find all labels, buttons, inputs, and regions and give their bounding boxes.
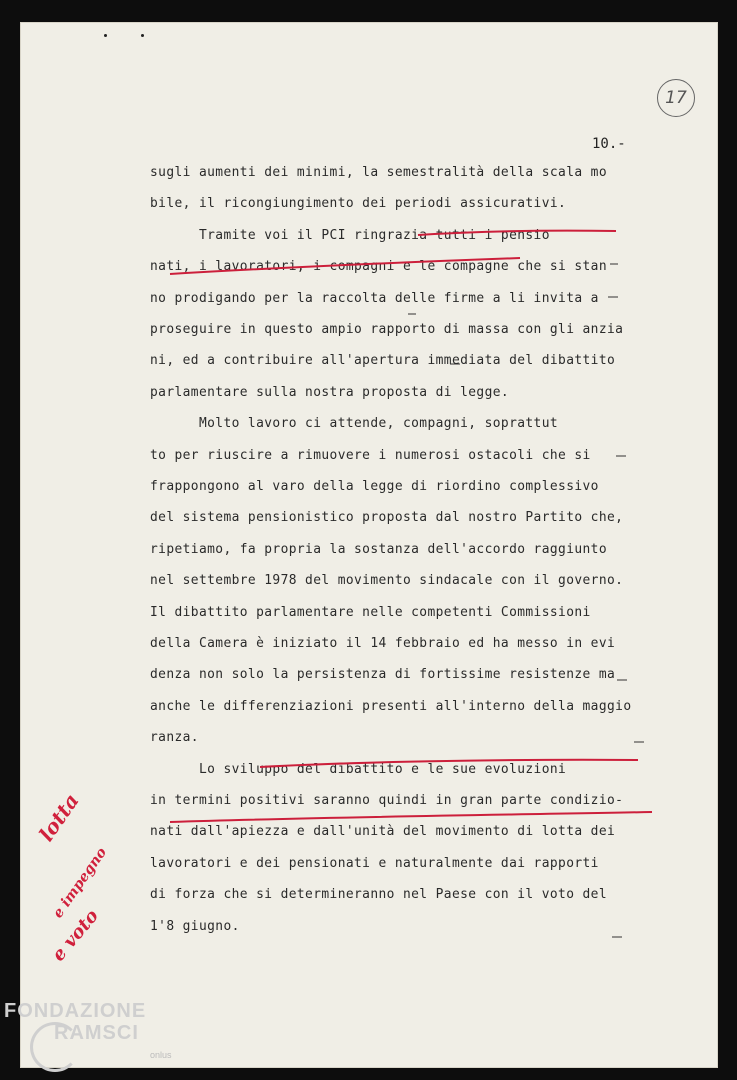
fondazione-gramsci-logo <box>4 1000 184 1072</box>
text-line: ranza. <box>150 730 199 746</box>
text-line: nati, i lavoratori, i compagni e le compagne che si stan <box>150 259 608 275</box>
margin-note-line-3: e voto <box>48 905 103 966</box>
text-line: anche le differenziazioni presenti all'interno della maggio <box>150 698 632 714</box>
text-line: nati dall'apiezza e dall'unità del movimento di lotta dei <box>150 824 616 840</box>
text-line: Tramite voi il PCI ringrazia tutti i pensio <box>150 227 550 243</box>
text-line: della Camera è iniziato il 14 febbraio ed ha messo in evi <box>150 636 616 651</box>
text-line: proseguire in questo ampio rapporto di massa con gli anzia <box>150 322 624 337</box>
logo-text-line-1: FONDAZIONE <box>4 1000 147 1022</box>
text-line: Lo sviluppo del dibattito e le sue evoluzioni <box>150 761 567 777</box>
text-line: Il dibattito parlamentare nelle competenti Commissioni <box>150 604 591 620</box>
margin-note-line-1: lotta <box>34 789 84 846</box>
text-line: frappongono al varo della legge di riordino complessivo <box>150 479 599 494</box>
text-line: parlamentare sulla nostra proposta di legge. <box>150 384 510 400</box>
text-line: bile, il ricongiungimento dei periodi assicurativi. <box>150 196 567 212</box>
annotation-underlines <box>20 22 718 1068</box>
red-underline <box>170 812 652 822</box>
red-underline <box>260 760 638 767</box>
text-line: in termini positivi saranno quindi in gran parte condizio- <box>150 793 624 808</box>
text-line: lavoratori e dei pensionati e naturalmente dai rapporti <box>150 855 599 871</box>
text-line: di forza che si determineranno nel Paese con il voto del <box>150 887 608 903</box>
document-page <box>20 22 718 1068</box>
text-line: ripetiamo, fa propria la sostanza dell'accordo raggiunto <box>150 541 608 557</box>
margin-note-line-2: e impegno <box>50 844 111 922</box>
logo-text-line-2: RAMSCI <box>54 1022 139 1044</box>
red-underline <box>170 258 520 274</box>
text-line: del sistema pensionistico proposta dal nostro Partito che, <box>150 510 624 526</box>
red-underline <box>418 231 616 235</box>
text-line: sugli aumenti dei minimi, la semestralità della scala mo <box>150 165 608 180</box>
text-line: denza non solo la persistenza di fortissime resistenze ma <box>150 667 616 683</box>
page-number: 10.- <box>592 136 626 152</box>
logo-onlus: onlus <box>150 1050 172 1060</box>
archive-number-stamp: 17 <box>657 79 695 117</box>
text-line: to per riuscire a rimuovere i numerosi ostacoli che si <box>150 447 591 463</box>
text-line: no prodigando per la raccolta delle firme a li invita a <box>150 290 599 306</box>
text-line: Molto lavoro ci attende, compagni, soprattut <box>150 416 559 432</box>
text-line: 1'8 giugno. <box>150 918 240 934</box>
text-line: nel settembre 1978 del movimento sindacale con il governo. <box>150 573 624 589</box>
text-line: ni, ed a contribuire all'apertura immediata del dibattito <box>150 353 616 369</box>
